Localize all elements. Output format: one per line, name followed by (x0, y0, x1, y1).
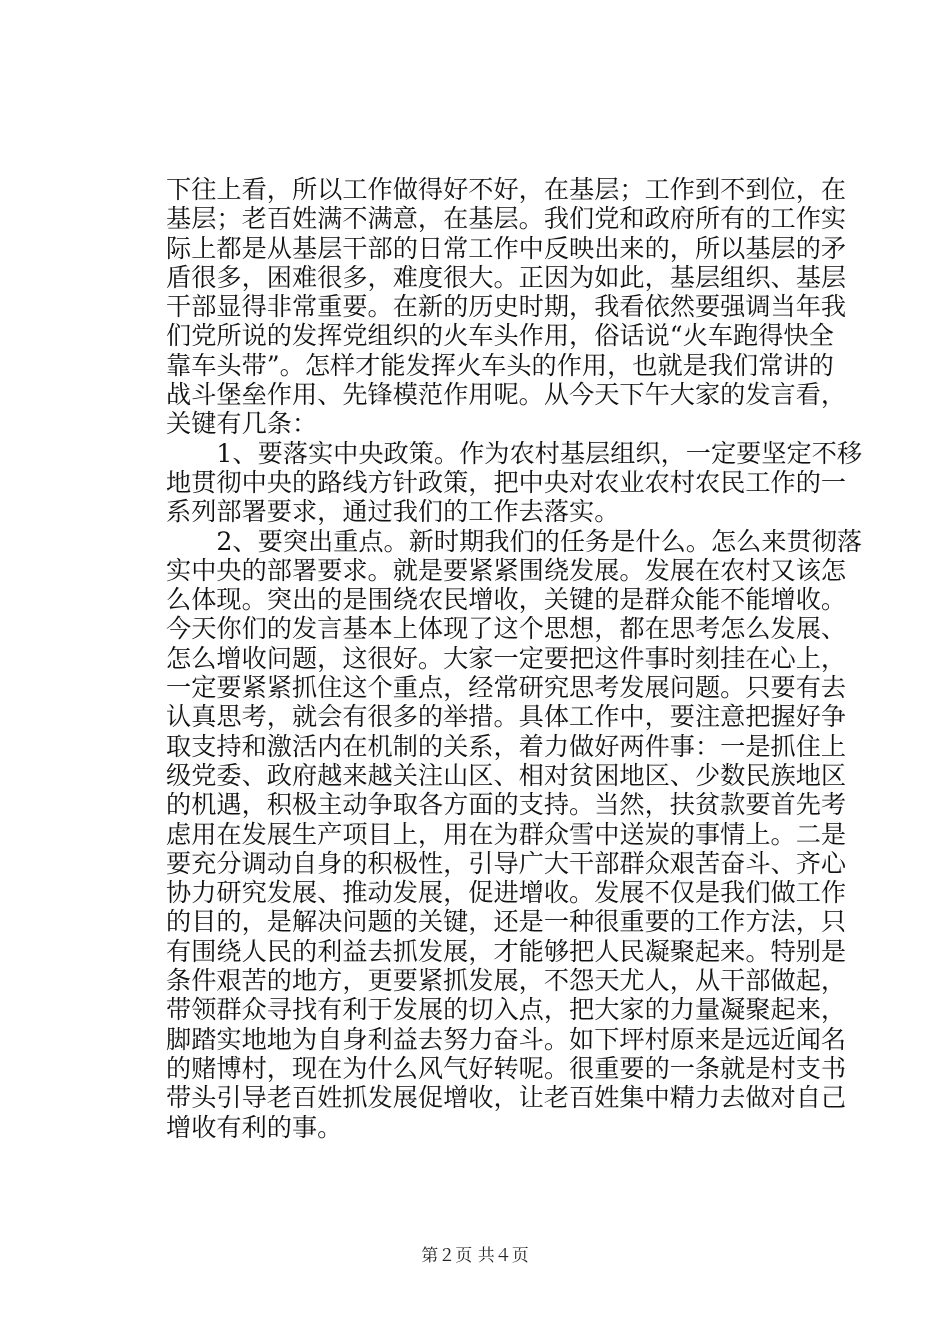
text-line: 们党所说的发挥党组织的火车头作用，俗话说“火车跑得快全 (166, 321, 834, 351)
text-line: 靠车头带”。怎样才能发挥火车头的作用，也就是我们常讲的 (166, 350, 834, 380)
text-line: 增收有利的事。 (166, 1112, 343, 1142)
text-line: 基层；老百姓满不满意，在基层。我们党和政府所有的工作实 (166, 204, 847, 234)
text-line: 级党委、政府越来越关注山区、相对贫困地区、少数民族地区 (166, 760, 847, 790)
text-line: 么体现。突出的是围绕农民增收，关键的是群众能不能增收。 (166, 585, 847, 615)
text-line: 下往上看，所以工作做得好不好，在基层；工作到不到位，在 (166, 175, 847, 204)
text-line: 关键有几条： (166, 409, 318, 439)
text-line: 虑用在发展生产项目上，用在为群众雪中送炭的事情上。二是 (166, 819, 847, 849)
text-line: 1、要落实中央政策。作为农村基层组织，一定要坚定不移 (166, 438, 863, 468)
text-line: 今天你们的发言基本上体现了这个思想，都在思考怎么发展、 (166, 614, 847, 644)
text-line: 脚踏实地地为自身利益去努力奋斗。如下坪村原来是远近闻名 (166, 1024, 847, 1054)
document-body (166, 175, 863, 1142)
text-line: 系列部署要求，通过我们的工作去落实。 (166, 497, 620, 527)
text-line: 认真思考，就会有很多的举措。具体工作中，要注意把握好争 (166, 702, 847, 732)
text-line: 条件艰苦的地方，更要紧抓发展，不怨天尤人，从干部做起， (166, 966, 847, 996)
text-line: 协力研究发展、推动发展，促进增收。发展不仅是我们做工作 (166, 878, 847, 908)
text-line: 带头引导老百姓抓发展促增收，让老百姓集中精力去做对自己 (166, 1083, 847, 1113)
text-line: 盾很多，困难很多，难度很大。正因为如此，基层组织、基层 (166, 262, 847, 292)
text-line: 一定要紧紧抓住这个重点，经常研究思考发展问题。只要有去 (166, 673, 847, 703)
text-line: 取支持和激活内在机制的关系，着力做好两件事：一是抓住上 (166, 731, 847, 761)
text-line: 干部显得非常重要。在新的历史时期，我看依然要强调当年我 (166, 292, 847, 322)
text-line: 要充分调动自身的积极性，引导广大干部群众艰苦奋斗、齐心 (166, 848, 847, 878)
paragraph (166, 526, 863, 1142)
text-line: 实中央的部署要求。就是要紧紧围绕发展。发展在农村又该怎 (166, 555, 847, 585)
text-line: 2、要突出重点。新时期我们的任务是什么。怎么来贯彻落 (166, 526, 863, 556)
text-line: 有围绕人民的利益去抓发展，才能够把人民凝聚起来。特别是 (166, 936, 847, 966)
text-line: 际上都是从基层干部的日常工作中反映出来的，所以基层的矛 (166, 233, 847, 263)
page-footer: 第２页 共４页 (421, 1246, 529, 1266)
paragraph (166, 438, 863, 527)
text-line: 的赌博村，现在为什么风气好转呢。很重要的一条就是村支书 (166, 1053, 847, 1083)
text-line: 的机遇，积极主动争取各方面的支持。当然，扶贫款要首先考 (166, 790, 847, 820)
text-line: 的目的，是解决问题的关键，还是一种很重要的工作方法，只 (166, 907, 847, 937)
text-line: 怎么增收问题，这很好。大家一定要把这件事时刻挂在心上， (166, 643, 847, 673)
text-line: 带领群众寻找有利于发展的切入点，把大家的力量凝聚起来， (166, 995, 847, 1025)
paragraph (166, 175, 847, 439)
text-line: 地贯彻中央的路线方针政策，把中央对农业农村农民工作的一 (166, 467, 847, 497)
text-line: 战斗堡垒作用、先锋模范作用呢。从今天下午大家的发言看， (166, 380, 847, 410)
